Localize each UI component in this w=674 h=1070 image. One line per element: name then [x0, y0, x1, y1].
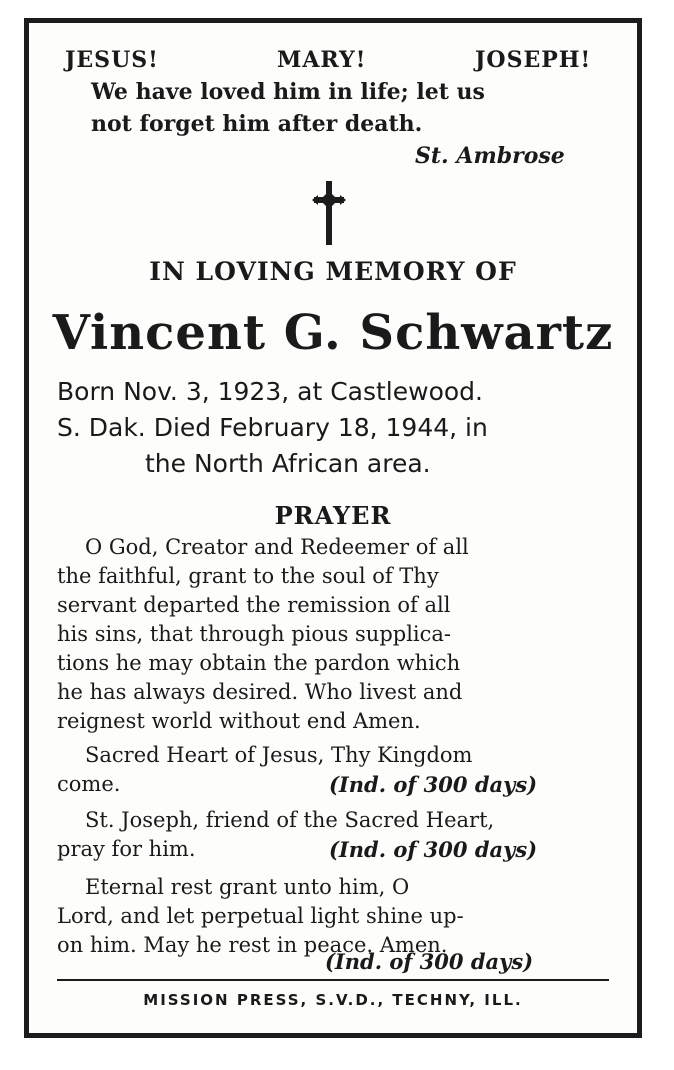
printer-imprint: MISSION PRESS, S.V.D., TECHNY, ILL.: [143, 991, 523, 1009]
prayer-card: [24, 18, 642, 1038]
memorial-heading: IN LOVING MEMORY OF: [149, 257, 517, 286]
eternal-rest-line: Eternal rest grant unto him, O: [85, 875, 410, 899]
quote-line-2: not forget him after death.: [91, 111, 423, 137]
prayer-line: O God, Creator and Redeemer of all: [85, 535, 469, 559]
cross-icon: [309, 179, 349, 249]
invocation-line: come.: [57, 772, 121, 796]
divider: [57, 979, 609, 981]
invocation-line: Sacred Heart of Jesus, Thy Kingdom: [85, 743, 473, 767]
bio-line-1: Born Nov. 3, 1923, at Castlewood.: [57, 377, 483, 406]
quote-line-1: We have loved him in life; let us: [91, 79, 485, 105]
prayer-title: PRAYER: [274, 501, 392, 530]
invocation-line: pray for him.: [57, 837, 196, 861]
prayer-line: the faithful, grant to the soul of Thy: [57, 564, 439, 588]
deceased-name: Vincent G. Schwartz: [52, 305, 614, 361]
prayer-line: reignest world without end Amen.: [57, 709, 421, 733]
eternal-rest-line: on him. May he rest in peace. Amen.: [57, 933, 448, 957]
bio-line-2: S. Dak. Died February 18, 1944, in: [57, 413, 488, 442]
invocation-line: St. Joseph, friend of the Sacred Heart,: [85, 808, 495, 832]
indulgence-note: (Ind. of 300 days): [329, 837, 538, 862]
prayer-line: his sins, that through pious supplica-: [57, 622, 452, 646]
header-joseph: JOSEPH!: [475, 47, 592, 73]
eternal-rest-line: Lord, and let perpetual light shine up-: [57, 904, 464, 928]
prayer-line: servant departed the remission of all: [57, 593, 451, 617]
indulgence-note: (Ind. of 300 days): [325, 949, 534, 974]
prayer-line: he has always desired. Who livest and: [57, 680, 463, 704]
quote-attribution: St. Ambrose: [415, 143, 565, 169]
bio-line-3: the North African area.: [145, 449, 431, 478]
header-mary: MARY!: [277, 47, 367, 73]
header-jesus: JESUS!: [65, 47, 159, 73]
indulgence-note: (Ind. of 300 days): [329, 772, 538, 797]
prayer-line: tions he may obtain the pardon which: [57, 651, 461, 675]
